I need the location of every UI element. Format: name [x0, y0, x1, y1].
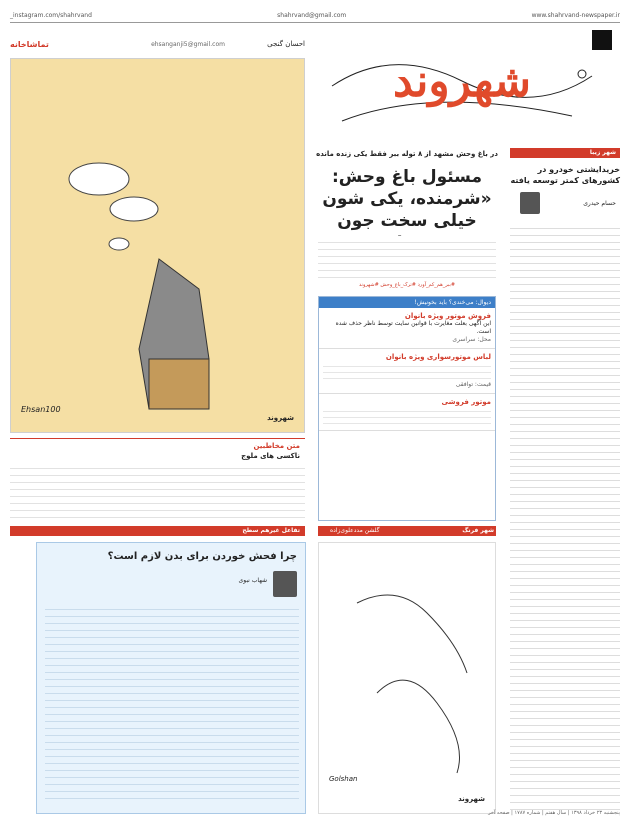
- ad-1-body: این آگهی بعلت مغایرت با قوانین سایت توسط ناظر حذف شده است.: [335, 320, 491, 335]
- cartoon-signature: Ehsan100: [21, 405, 61, 414]
- bottom-left-avatar: [273, 571, 297, 597]
- cartoon-section: تماشاخانه: [10, 40, 49, 49]
- browser-title: دیوال: می‌خندی؟ باید بخونیش!: [414, 299, 491, 306]
- main-body: [318, 236, 496, 282]
- right-author-name: حسام حیدری: [583, 200, 616, 207]
- ad-1-label: محل: سراسری: [452, 336, 491, 343]
- ad-item-1[interactable]: [319, 308, 495, 349]
- ad-3-title[interactable]: موتور فروشی: [441, 398, 491, 406]
- middle-rule: [10, 438, 305, 439]
- wolf-cartoon: [9, 59, 304, 434]
- cartoon-email[interactable]: ehsanganji5@gmail.com: [151, 41, 225, 48]
- bottom-signature: Golshan: [329, 775, 358, 783]
- qr-code: [592, 30, 612, 50]
- bottom-center-title: گلشن مددعلوی‌زاده: [330, 527, 380, 534]
- top-divider: [10, 22, 620, 23]
- main-tags: #ببر_هم_کم_آورد #ترک_باغ_وحش #شهروند: [358, 282, 456, 288]
- cartoon-frame: [10, 58, 305, 433]
- bottom-logo: شهروند: [458, 795, 485, 803]
- top-info-bar: [10, 8, 620, 22]
- cartoon-author: احسان گنجی: [267, 40, 305, 48]
- middle-body: [10, 462, 305, 518]
- ad-2-title[interactable]: لباس موتورسواری ویژه بانوان: [385, 353, 491, 361]
- ad-2-price: قیمت: توافقی: [455, 381, 491, 388]
- right-author-avatar: [520, 192, 540, 214]
- bottom-left-author: شهاب نبوی: [238, 577, 267, 584]
- bottom-left-headline: چرا فحش خوردن برای بدن لازم است؟: [107, 551, 297, 562]
- issue-line: پنجشنبه ۲۳ خرداد ۱۳۹۸ | سال هفتم | شماره ۱۷۸۷ | صفحه آخر: [488, 810, 620, 816]
- masthead-title: شهروند: [392, 56, 531, 107]
- middle-section: متن مخاطبین: [253, 442, 300, 450]
- browser-title-bar: [319, 297, 495, 308]
- cartoon-logo: شهروند: [267, 414, 294, 422]
- right-body-text: [510, 222, 620, 812]
- cartoon-header: [10, 40, 305, 54]
- ad-item-2[interactable]: [319, 349, 495, 394]
- bottom-cartoon-frame: [318, 542, 496, 814]
- right-section-label: شهر زیبا: [589, 149, 616, 156]
- ad-3-body: [323, 406, 491, 426]
- ad-1-title[interactable]: فروش موتور ویژه بانوان: [404, 312, 491, 320]
- main-headline: مسئول باغ وحش: «شرمنده، یکی شون خیلی سخت جون: [322, 167, 492, 231]
- masthead-area: [312, 26, 612, 136]
- site-url[interactable]: www.shahrvand-newspaper.ir: [531, 11, 620, 19]
- bottom-center-section: شهر فرنگ: [462, 527, 494, 534]
- browser-window: [318, 296, 496, 521]
- middle-subsection: ناکسی های ملوج: [241, 452, 300, 460]
- bottom-left-body: [45, 603, 299, 803]
- bottom-left-box: [36, 542, 306, 814]
- main-kicker: در باغ وحش مشهد از ۸ توله ببر فقط یکی زنده مانده: [316, 150, 498, 158]
- email-address[interactable]: shahrvand@gmail.com: [277, 11, 347, 19]
- instagram-link[interactable]: instagram.com/shahrvand_: [10, 11, 92, 19]
- bottom-left-section: تفاعل غیرهم سطح: [242, 527, 300, 534]
- ad-item-3[interactable]: [319, 394, 495, 431]
- right-headline: خریدایشتی خودرو در کشورهای کمتر توسعه یافته: [510, 165, 620, 185]
- ad-2-body: [323, 361, 491, 381]
